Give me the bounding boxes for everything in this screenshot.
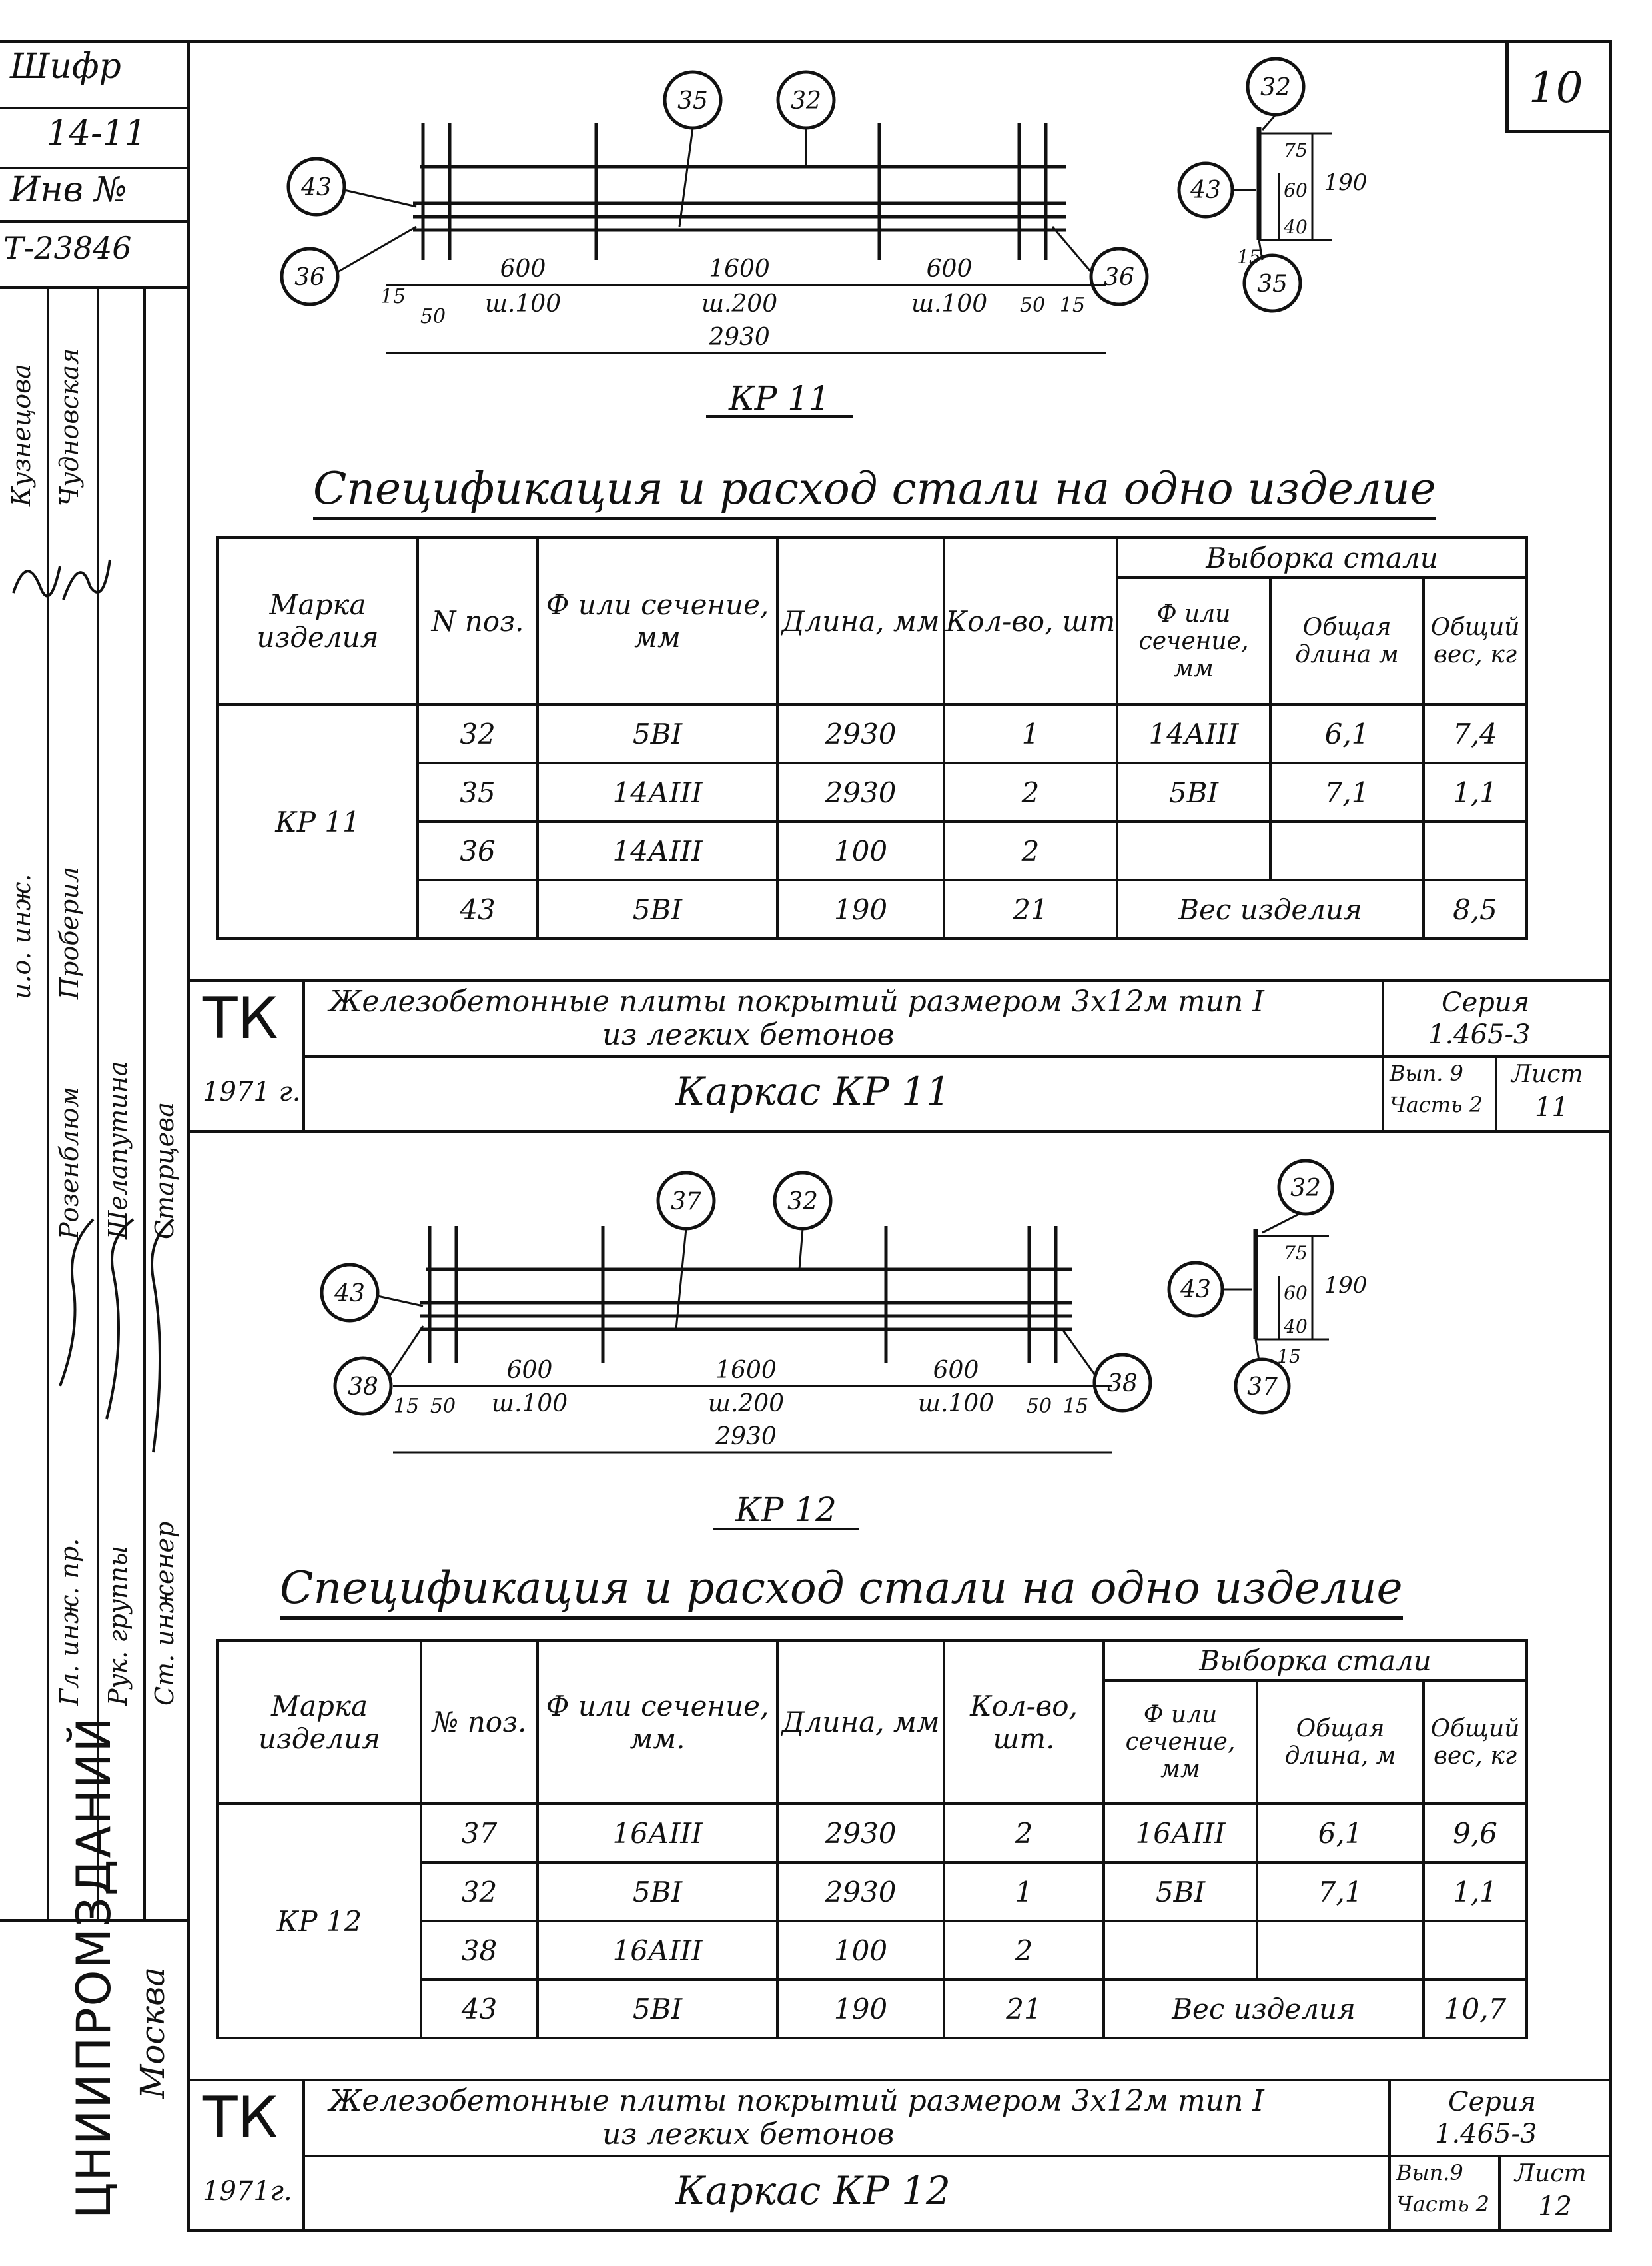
code-value: 14-11 — [47, 113, 147, 153]
step-100-right: ш.100 — [917, 1390, 995, 1417]
bar-32: 32 — [787, 1188, 818, 1215]
sel-wt-cell: 7,4 — [1424, 704, 1527, 763]
role-st-inzhener: Ст. инженер — [150, 1521, 179, 1706]
step-200: ш.200 — [707, 1390, 785, 1417]
hdr-sel-dia: Ф или сечение, мм — [1104, 1680, 1257, 1804]
dia-cell: 14АIII — [538, 822, 777, 880]
sec-75: 75 — [1284, 1242, 1308, 1264]
sec-37: 37 — [1247, 1373, 1278, 1401]
stamp-desc1: Железобетонные плиты покрытий размером 3x12м тип I — [329, 2084, 1264, 2118]
series-value: 1.465-3 — [1435, 2119, 1537, 2149]
code-label: Шифр — [10, 47, 121, 87]
drawing-kr12 — [187, 1146, 1612, 1572]
dim-600-right: 600 — [933, 1357, 979, 1384]
hdr-mark: Марка изделия — [218, 1640, 421, 1804]
stamp-name: Каркас КР 11 — [675, 1069, 951, 1114]
sel-dia-cell: 5ВI — [1104, 1862, 1257, 1921]
person-proberil: Проберил — [55, 866, 84, 999]
spec-table-kr11 — [216, 536, 1528, 940]
stamp-desc2: из легких бетонов — [602, 2117, 895, 2151]
pos-cell: 43 — [421, 1980, 538, 2038]
sel-dia-cell — [1104, 1921, 1257, 1980]
inv-label: Инв № — [10, 170, 127, 210]
sec-190: 190 — [1324, 1272, 1368, 1299]
dim-1600: 1600 — [709, 255, 770, 283]
len-cell: 190 — [777, 880, 944, 939]
hdr-sel-len: Общая длина, м — [1257, 1680, 1424, 1804]
person-chudnovskaya: Чудновская — [55, 348, 84, 506]
qty-cell: 2 — [944, 822, 1117, 880]
table-row — [218, 1804, 1527, 1862]
org-name: ЦНИИПРОМЗДАНИЙ — [67, 1716, 121, 2219]
dim-1600: 1600 — [715, 1357, 777, 1384]
bar-43: 43 — [334, 1280, 365, 1307]
tk-mark: ТК — [203, 2085, 278, 2151]
dia-cell: 14АIII — [538, 763, 777, 822]
pos-cell: 35 — [418, 763, 538, 822]
dim-600-left: 600 — [500, 255, 546, 283]
qty-cell: 21 — [944, 1980, 1104, 2038]
len-cell: 100 — [777, 822, 944, 880]
stamp-part: Часть 2 — [1396, 2191, 1490, 2217]
edge-50-right: 50 — [1019, 294, 1046, 317]
qty-cell: 1 — [944, 704, 1117, 763]
bar-35: 35 — [677, 87, 708, 115]
sec-190: 190 — [1324, 169, 1368, 196]
len-cell: 2930 — [777, 1804, 944, 1862]
hdr-selection: Выборка стали — [1117, 538, 1527, 578]
sec-43: 43 — [1190, 177, 1221, 204]
hdr-dia: Ф или сечение, мм — [538, 538, 777, 704]
stamp-year: 1971г. — [203, 2176, 292, 2207]
bar-43: 43 — [301, 174, 332, 201]
pos-cell: 36 — [418, 822, 538, 880]
edge-50-left: 50 — [420, 305, 446, 328]
edge-15-left: 15 — [380, 285, 406, 308]
weight-label: Вес изделия — [1104, 1980, 1424, 2038]
list-label: Лист — [1515, 2160, 1587, 2187]
pos-cell: 32 — [418, 704, 538, 763]
org-city: Москва — [133, 1966, 172, 2099]
sel-wt-cell — [1424, 822, 1527, 880]
stamp-desc1: Железобетонные плиты покрытий размером 3x12м тип I — [329, 985, 1264, 1019]
sec-32: 32 — [1260, 74, 1291, 101]
table-row — [218, 704, 1527, 763]
sec-43: 43 — [1180, 1276, 1211, 1303]
stamp-name: Каркас КР 12 — [675, 2168, 951, 2213]
step-200: ш.200 — [701, 290, 778, 318]
stamp-part: Часть 2 — [1390, 1092, 1483, 1117]
sel-dia-cell: 14АIII — [1117, 704, 1270, 763]
person-io-inzh: и.о. инж. — [7, 873, 36, 999]
hdr-pos: N поз. — [418, 538, 538, 704]
tk-mark: ТК — [203, 985, 278, 1052]
spec-title-kr11: Спецификация и расход стали на одно изделие — [313, 463, 1436, 520]
sel-len-cell: 7,1 — [1270, 763, 1424, 822]
person-shelaputina: Шелапутина — [103, 1061, 133, 1239]
bar-32: 32 — [791, 87, 821, 115]
step-100-left: ш.100 — [484, 290, 562, 318]
person-kuznetsova: Кузнецова — [7, 364, 36, 506]
bar-37: 37 — [671, 1188, 701, 1215]
sel-wt-cell: 1,1 — [1424, 1862, 1527, 1921]
drawing-title: КР 11 — [729, 379, 830, 418]
person-rozenblum: Розенблюм — [55, 1086, 84, 1239]
dim-total: 2930 — [715, 1423, 777, 1450]
len-cell: 2930 — [777, 704, 944, 763]
edge-15-right: 15 — [1062, 1395, 1089, 1418]
hdr-pos: № поз. — [421, 1640, 538, 1804]
hdr-len: Длина, мм — [777, 538, 944, 704]
spec-title-kr12: Спецификация и расход стали на одно изделие — [280, 1562, 1403, 1620]
mark-cell: КР 12 — [218, 1804, 421, 2038]
qty-cell: 2 — [944, 1804, 1104, 1862]
step-100-left: ш.100 — [491, 1390, 568, 1417]
hdr-sel-wt: Общий вес, кг — [1424, 578, 1527, 704]
stamp-vyp: Вып. 9 — [1390, 1061, 1463, 1086]
sec-60: 60 — [1284, 1282, 1308, 1304]
edge-15-right: 15 — [1059, 294, 1086, 317]
sec-35: 35 — [1257, 271, 1288, 298]
weight-value: 8,5 — [1424, 880, 1527, 939]
sec-15: 15 — [1237, 246, 1261, 268]
list-value: 12 — [1538, 2191, 1572, 2222]
hdr-dia: Ф или сечение, мм. — [538, 1640, 777, 1804]
series-label: Серия — [1442, 987, 1530, 1018]
pos-cell: 43 — [418, 880, 538, 939]
series-label: Серия — [1448, 2087, 1537, 2117]
dia-cell: 16АIII — [538, 1921, 777, 1980]
sel-wt-cell — [1424, 1921, 1527, 1980]
drawing-title: КР 12 — [735, 1490, 837, 1529]
dia-cell: 16АIII — [538, 1804, 777, 1862]
dia-cell: 5ВI — [538, 1862, 777, 1921]
signatures — [0, 286, 187, 1919]
stamp-vyp: Вып.9 — [1396, 2160, 1463, 2185]
stamp-year: 1971 г. — [203, 1077, 301, 1107]
len-cell: 2930 — [777, 1862, 944, 1921]
hdr-qty: Кол-во, шт — [944, 538, 1117, 704]
bar-38-right: 38 — [1107, 1370, 1138, 1397]
edge-50-right: 50 — [1026, 1395, 1052, 1418]
sel-dia-cell: 5ВI — [1117, 763, 1270, 822]
weight-value: 10,7 — [1424, 1980, 1527, 2038]
edge-15-left: 15 — [393, 1395, 420, 1418]
stamp-desc2: из легких бетонов — [602, 1018, 895, 1052]
sec-32: 32 — [1290, 1175, 1321, 1202]
sec-40: 40 — [1284, 216, 1308, 238]
sel-wt-cell: 9,6 — [1424, 1804, 1527, 1862]
sheet-number: 10 — [1529, 63, 1583, 113]
bar-36-left: 36 — [294, 264, 325, 291]
list-label: Лист — [1511, 1061, 1583, 1088]
qty-cell: 1 — [944, 1862, 1104, 1921]
title-block-kr11 — [187, 979, 1612, 1133]
pos-cell: 37 — [421, 1804, 538, 1862]
dia-cell: 5ВI — [538, 704, 777, 763]
hdr-sel-wt: Общий вес, кг — [1424, 1680, 1527, 1804]
edge-50-left: 50 — [430, 1395, 456, 1418]
sel-len-cell: 6,1 — [1270, 704, 1424, 763]
inv-value: Т-23846 — [3, 230, 132, 266]
len-cell: 190 — [777, 1980, 944, 2038]
list-value: 11 — [1535, 1092, 1569, 1123]
sec-40: 40 — [1284, 1315, 1308, 1337]
dim-total: 2930 — [709, 324, 770, 351]
hdr-sel-len: Общая длина м — [1270, 578, 1424, 704]
len-cell: 100 — [777, 1921, 944, 1980]
qty-cell: 21 — [944, 880, 1117, 939]
pos-cell: 38 — [421, 1921, 538, 1980]
step-100-right: ш.100 — [911, 290, 988, 318]
dim-600-left: 600 — [506, 1357, 553, 1384]
drawing-kr11 — [187, 47, 1612, 460]
bar-36-right: 36 — [1104, 264, 1134, 291]
spec-table-kr12 — [216, 1639, 1528, 2039]
sel-dia-cell: 16АIII — [1104, 1804, 1257, 1862]
person-startseva: Старцева — [150, 1102, 179, 1239]
role-ruk-gruppy: Рук. группы — [103, 1546, 133, 1706]
dia-cell: 5ВI — [538, 880, 777, 939]
sel-len-cell — [1270, 822, 1424, 880]
sec-60: 60 — [1284, 179, 1308, 201]
hdr-selection: Выборка стали — [1104, 1640, 1527, 1680]
hdr-mark: Марка изделия — [218, 538, 418, 704]
dia-cell: 5ВI — [538, 1980, 777, 2038]
sel-len-cell — [1257, 1921, 1424, 1980]
len-cell: 2930 — [777, 763, 944, 822]
sel-wt-cell: 1,1 — [1424, 763, 1527, 822]
weight-label: Вес изделия — [1117, 880, 1424, 939]
sel-len-cell: 6,1 — [1257, 1804, 1424, 1862]
hdr-qty: Кол-во, шт. — [944, 1640, 1104, 1804]
series-value: 1.465-3 — [1428, 1019, 1531, 1050]
role-gl-inzh: Гл. инж. пр. — [55, 1538, 84, 1706]
sel-dia-cell — [1117, 822, 1270, 880]
sec-75: 75 — [1284, 139, 1308, 161]
mark-cell: КР 11 — [218, 704, 418, 939]
title-block-kr12 — [187, 2079, 1612, 2232]
hdr-sel-dia: Ф или сечение, мм — [1117, 578, 1270, 704]
sel-len-cell: 7,1 — [1257, 1862, 1424, 1921]
qty-cell: 2 — [944, 1921, 1104, 1980]
dim-600-right: 600 — [926, 255, 973, 283]
hdr-len: Длина, мм — [777, 1640, 944, 1804]
sec-15: 15 — [1277, 1345, 1301, 1367]
qty-cell: 2 — [944, 763, 1117, 822]
bar-38-left: 38 — [348, 1373, 378, 1401]
pos-cell: 32 — [421, 1862, 538, 1921]
